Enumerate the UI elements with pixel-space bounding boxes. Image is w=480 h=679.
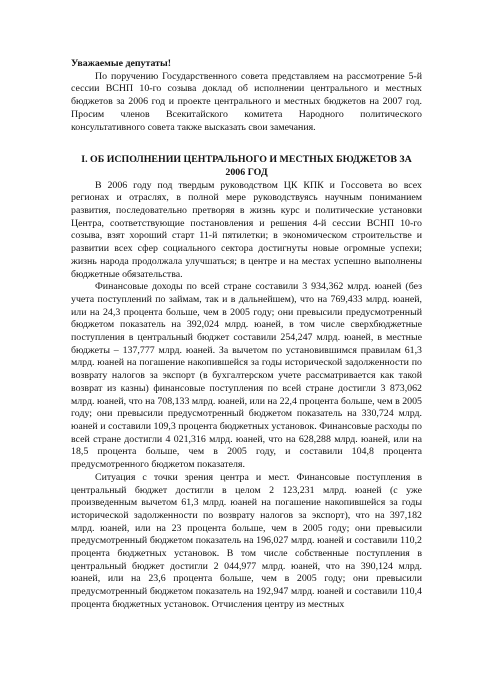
body-paragraph-3: Ситуация с точки зрения центра и мест. Финансовые поступления в центральный бюджет достигли в целом 2 123,231 млрд. юаней (с уже произведенным вычетом 61,3 млрд. юаней на погашение накопившейся за годы исторической задолженности по возврату налогов за экспорт), что на 397,182 млрд. юаней, или на 23 процента больше, чем в 2005 году; они превысили предусмотренный бюджетом показатель на 196,027 млрд. юаней и составили 110,2 процента бюджетных установок. В том числе собственные поступления в центральный бюджет достигли 2 044,977 млрд. юаней, что на 390,124 млрд. юаней, или на 23,6 процента больше, чем в 2005 году; они превысили предусмотренный бюджетом показатель на 192,947 млрд. юаней и составили 110,4 процента бюджетных установок. Отчисления центру из местных — [71, 471, 422, 610]
body-paragraph-1: В 2006 году под твердым руководством ЦК КПК и Госсовета во всех регионах и отраслях, в полной мере руководствуясь научным пониманием развития, последовательно претворяя в жизнь курс и политические установки Центра, соответствующие постановления и решения 4-й сессии ВСНП 10-го созыва, взят хороший старт 11-й пятилетки; в экономическом строительстве и развитии всех сфер социального сектора достигнуты новые огромные успехи; жизнь народа продолжала улучшаться; в центре и на местах успешно выполнены бюджетные обязательства. — [71, 179, 422, 280]
intro-paragraph: По поручению Государственного совета представляем на рассмотрение 5-й сессии ВСНП 10-го созыва доклад об исполнении центрального и местных бюджетов за 2006 год и проекте центрального и местных бюджетов на 2007 год. Просим членов Всекитайского комитета Народного политического консультативного совета также высказать свои замечания. — [71, 70, 422, 133]
section-title: I. ОБ ИСПОЛНЕНИИ ЦЕНТРАЛЬНОГО И МЕСТНЫХ БЮДЖЕТОВ ЗА 2006 ГОД — [81, 154, 412, 178]
greeting: Уважаемые депутаты! — [71, 58, 171, 69]
body-paragraph-2: Финансовые доходы по всей стране составили 3 934,362 млрд. юаней (без учета поступлений по займам, так и в дальнейшем), что на 769,433 млрд. юаней, или на 24,3 процента больше, чем в 2005 году; они превысили предусмотренный бюджетом показатель на 392,024 млрд. юаней, в том числе сверхбюджетные поступления в центральный бюджет составили 254,247 млрд. юаней, в местные бюджеты – 137,777 млрд. юаней. За вычетом по установившимся правилам 61,3 млрд. юаней на погашение накопившейся за годы исторической задолженности по возврату налогов за экспорт (в бухгалтерском учете рассматривается как такой возврат из казны) финансовые поступления по всей стране достигли 3 873,062 млрд. юаней, что на 708,133 млрд. юаней, или на 22,4 процента больше, чем в 2005 году; они превысили предусмотренный бюджетом показатель на 330,724 млрд. юаней и составили 109,3 процента бюджетных установок. Финансовые расходы по всей стране достигли 4 021,316 млрд. юаней, что на 628,288 млрд. юаней, или на 18,5 процента больше, чем в 2005 году, и составили 104,8 процента предусмотренного бюджетом показателя. — [71, 281, 422, 471]
